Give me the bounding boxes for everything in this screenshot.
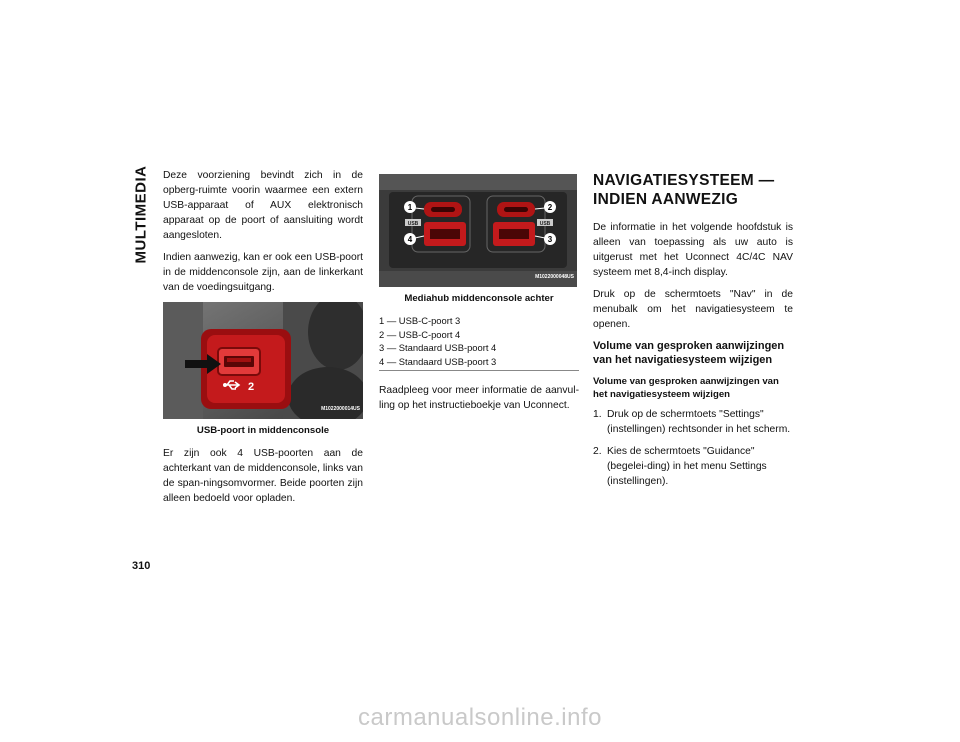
column-left <box>163 168 363 513</box>
watermark[interactable]: carmanualsonline.info <box>358 704 602 731</box>
paragraph: Druk op de schermtoets "Nav" in de menubalk om het navigatiesysteem te openen. <box>593 289 793 330</box>
media-hub-image <box>379 174 577 287</box>
page-number: 310 <box>132 560 151 572</box>
usb-tag-right: USB <box>539 220 551 227</box>
image-caption: Mediahub middenconsole achter <box>404 293 554 304</box>
callout-1: 1 <box>407 203 413 212</box>
section-heading: NAVIGATIESYSTEEM — INDIEN AANWEZIG <box>593 172 775 208</box>
step-item <box>593 407 793 437</box>
callout-4: 4 <box>407 235 413 244</box>
paragraph: De informatie in het volgende hoofdstuk is alleen van toepassing als uw auto is uitgerust met het Uconnect 4C/4C NAV systeem met 8,4-inch display. <box>593 222 793 278</box>
paragraph: Raadpleeg voor meer informatie de aanvul-ling op het instructieboekje van Uconnect. <box>379 385 579 411</box>
section-label <box>128 165 154 268</box>
column-middle <box>379 174 579 420</box>
legend-item: 4 — Standaard USB-poort 3 <box>379 355 497 367</box>
usb-port-center-console-image <box>163 302 363 419</box>
legend-item: 2 — USB-C-poort 4 <box>379 328 461 340</box>
sub-subheading: Volume van gesproken aanwijzingen van het navigatiesysteem wijzigen <box>593 376 779 400</box>
legend-item: 3 — Standaard USB-poort 4 <box>379 342 497 353</box>
port-number-label: 2 <box>248 381 255 393</box>
step-number: 1. <box>593 409 602 420</box>
step-text: Druk op de schermtoets "Settings" (instellingen) rechtsonder in het scherm. <box>607 409 791 435</box>
paragraph: Er zijn ook 4 USB-poorten aan de achterkant van de middenconsole, links van de span-ningsomvormer. Beide poorten zijn alleen bedoeld voor opladen. <box>163 448 363 504</box>
image-caption: USB-poort in middenconsole <box>196 425 330 436</box>
usb-tag-left: USB <box>407 220 419 227</box>
step-item <box>593 444 793 489</box>
image-code: M1022000048US <box>535 274 574 280</box>
legend <box>379 314 579 371</box>
callout-2: 2 <box>547 203 553 212</box>
image-code: M1022000014US <box>321 406 360 412</box>
section-label-text: MULTIMEDIA <box>132 165 150 264</box>
subheading: Volume van gesproken aanwijzingen van het navigatiesysteem wijzigen <box>593 340 785 366</box>
step-text: Kies de schermtoets "Guidance" (begelei-ding) in het menu Settings (instellingen). <box>607 446 767 487</box>
paragraph: Deze voorziening bevindt zich in de opberg-ruimte voorin waarmee een extern USB-apparaat of AUX elektronisch apparaat op de poort of aansluiting wordt aangesloten. <box>163 170 363 241</box>
paragraph: Indien aanwezig, kan er ook een USB-poort in de middenconsole zijn, aan de linkerkant van de voedingsuitgang. <box>163 252 363 293</box>
column-right <box>593 168 793 496</box>
callout-3: 3 <box>547 235 553 244</box>
step-number: 2. <box>593 446 602 457</box>
legend-item: 1 — USB-C-poort 3 <box>379 315 461 326</box>
